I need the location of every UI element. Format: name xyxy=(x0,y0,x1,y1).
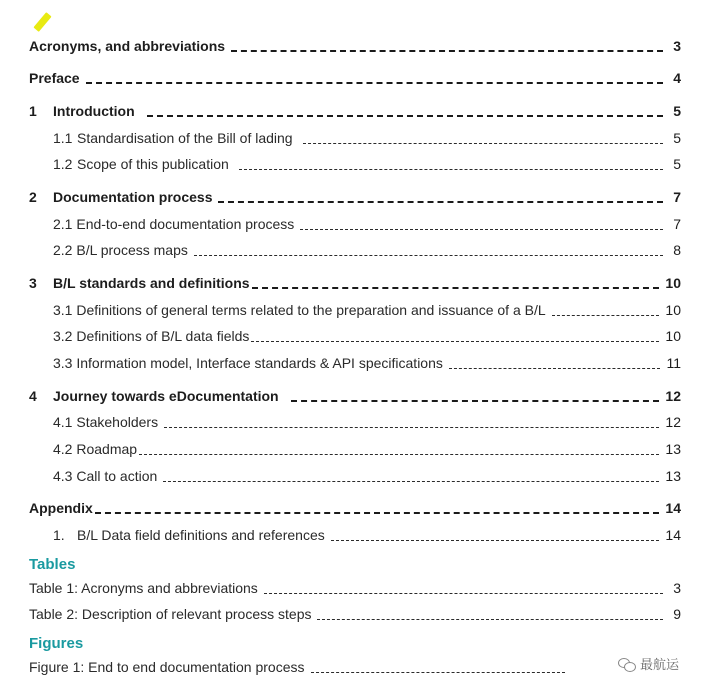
toc-page-number: 10 xyxy=(665,302,681,318)
toc-label: Journey towards eDocumentation xyxy=(53,388,279,404)
dot-leader xyxy=(251,341,659,342)
figures-heading: Figures xyxy=(29,635,84,652)
dot-leader xyxy=(317,619,663,620)
dot-leader xyxy=(164,427,659,428)
toc-entry-table-1[interactable] xyxy=(29,578,681,598)
toc-label: 2.2 B/L process maps xyxy=(53,242,188,258)
toc-page-number: 3 xyxy=(673,38,681,54)
dot-leader xyxy=(264,593,663,594)
toc-label: 3.1 Definitions of general terms related to the preparation and issuance of a B/L xyxy=(53,302,546,318)
toc-page-number: 10 xyxy=(665,275,681,291)
toc-page-number: 14 xyxy=(665,527,681,543)
toc-label: 4.1 Stakeholders xyxy=(53,414,159,430)
toc-entry-2-2[interactable] xyxy=(53,240,681,260)
toc-label: 4.3 Call to action xyxy=(53,468,158,484)
toc-label: Standardisation of the Bill of lading xyxy=(77,130,293,146)
toc-page-number: 7 xyxy=(673,216,681,232)
wechat-icon xyxy=(618,657,636,671)
toc-label: Table 2: Description of relevant process steps xyxy=(29,606,312,622)
toc-label: 3.2 Definitions of B/L data fields xyxy=(53,328,250,344)
toc-page-number: 4 xyxy=(673,70,681,86)
toc-entry-2-1[interactable] xyxy=(53,214,681,234)
toc-entry-introduction[interactable] xyxy=(29,101,681,121)
dot-leader xyxy=(218,201,663,203)
tables-heading: Tables xyxy=(29,556,76,573)
toc-label: 2.1 End-to-end documentation process xyxy=(53,216,295,232)
toc-label: Preface xyxy=(29,70,80,86)
dot-leader xyxy=(231,50,663,52)
toc-entry-4-2[interactable] xyxy=(53,439,681,459)
toc-entry-3-2[interactable] xyxy=(53,326,681,346)
toc-page-number: 5 xyxy=(673,156,681,172)
watermark-text: 最航运 xyxy=(639,658,679,673)
toc-page-number: 5 xyxy=(673,103,681,119)
dot-leader xyxy=(194,255,663,256)
toc-label: Table 1: Acronyms and abbreviations xyxy=(29,580,258,596)
dot-leader xyxy=(552,315,660,316)
toc-label: Documentation process xyxy=(53,189,213,205)
dot-leader xyxy=(147,115,663,117)
toc-entry-acronyms[interactable] xyxy=(29,36,681,56)
toc-page-number: 14 xyxy=(665,500,681,516)
toc-page-number: 13 xyxy=(665,468,681,484)
toc-page-number: 10 xyxy=(665,328,681,344)
toc-page-number: 12 xyxy=(665,388,681,404)
toc-page-number: 9 xyxy=(673,606,681,622)
toc-entry-3-1[interactable] xyxy=(53,300,681,320)
toc-number: 1.2 xyxy=(53,156,73,172)
toc-label: 3.3 Information model, Interface standards & API specifications xyxy=(53,355,443,371)
dot-leader xyxy=(163,481,659,482)
dot-leader xyxy=(139,454,659,455)
toc-entry-standards[interactable] xyxy=(29,273,681,293)
toc-number: 4 xyxy=(29,388,37,404)
toc-page-number: 7 xyxy=(673,189,681,205)
dot-leader xyxy=(95,512,660,514)
toc-entry-table-2[interactable] xyxy=(29,604,681,624)
toc-label: Acronyms, and abbreviations xyxy=(29,38,226,54)
toc-entry-documentation[interactable] xyxy=(29,187,681,207)
toc-entry-4-3[interactable] xyxy=(53,466,681,486)
dot-leader xyxy=(86,82,663,84)
toc-entry-3-3[interactable] xyxy=(53,353,681,373)
toc-page-number: 11 xyxy=(666,355,681,371)
toc-entry-appendix-1[interactable] xyxy=(53,525,681,545)
dot-leader xyxy=(291,400,660,402)
toc-number: 2 xyxy=(29,189,37,205)
toc-label: Introduction xyxy=(53,103,135,119)
toc-page-number: 8 xyxy=(673,242,681,258)
toc-entry-1-2[interactable] xyxy=(53,154,681,174)
toc-entry-journey[interactable] xyxy=(29,386,681,406)
dot-leader xyxy=(449,368,661,369)
dot-leader xyxy=(303,143,663,144)
toc-entry-1-1[interactable] xyxy=(53,128,681,148)
toc-page-number: 12 xyxy=(665,414,681,430)
dot-leader xyxy=(311,672,565,673)
dot-leader xyxy=(331,540,660,541)
toc-label: B/L standards and definitions xyxy=(53,275,250,291)
toc-page-number: 5 xyxy=(673,130,681,146)
highlight-marker xyxy=(33,12,51,32)
watermark xyxy=(618,654,679,673)
toc-entry-4-1[interactable] xyxy=(53,412,681,432)
toc-number: 1. xyxy=(53,527,65,543)
toc-label: 4.2 Roadmap xyxy=(53,441,138,457)
toc-label: B/L Data field definitions and references xyxy=(77,527,325,543)
toc-number: 3 xyxy=(29,275,37,291)
toc-page-number: 3 xyxy=(673,580,681,596)
dot-leader xyxy=(252,287,660,289)
toc-number: 1.1 xyxy=(53,130,73,146)
toc-label: Scope of this publication xyxy=(77,156,229,172)
toc-label: Appendix xyxy=(29,500,93,516)
toc-label: Figure 1: End to end documentation process xyxy=(29,659,305,675)
toc-entry-figure-1[interactable] xyxy=(29,657,571,677)
dot-leader xyxy=(300,229,663,230)
toc-entry-appendix[interactable] xyxy=(29,498,681,518)
toc-entry-preface[interactable] xyxy=(29,68,681,88)
toc-page-number: 13 xyxy=(665,441,681,457)
dot-leader xyxy=(239,169,663,170)
toc-number: 1 xyxy=(29,103,37,119)
